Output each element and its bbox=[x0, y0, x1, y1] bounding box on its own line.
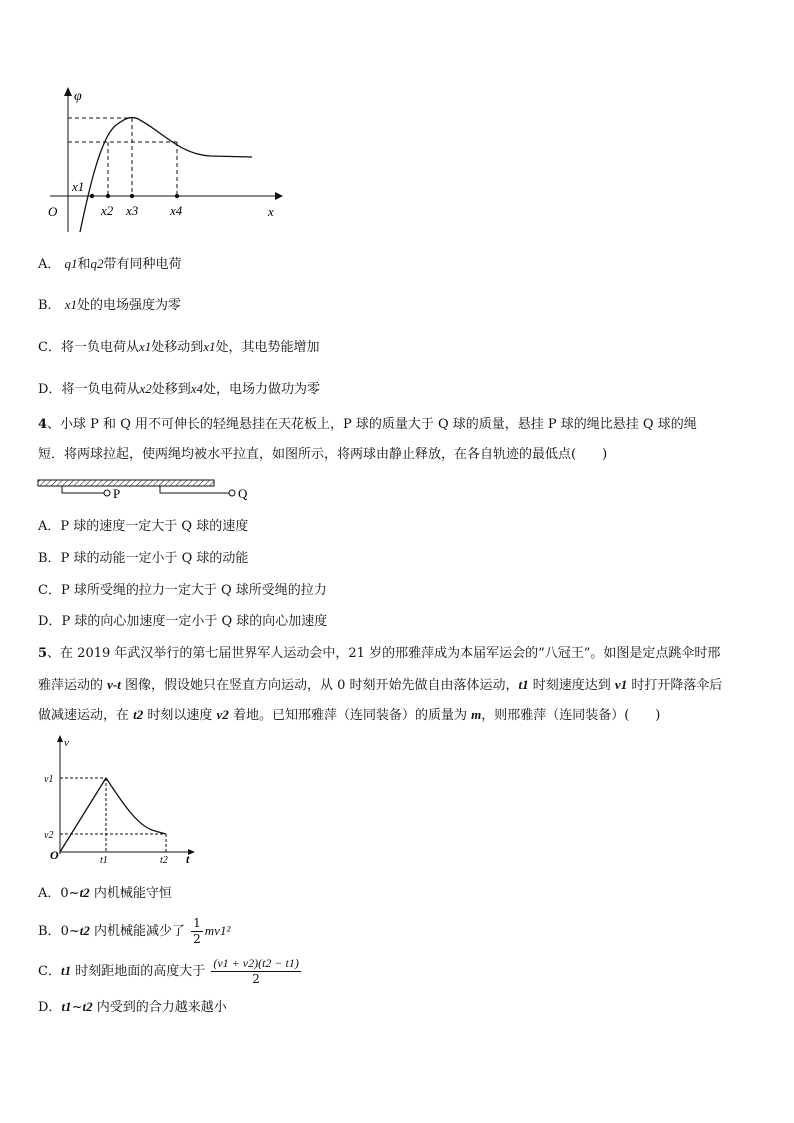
x3-label: x3 bbox=[126, 203, 139, 218]
q3-option-d: D．将一负电荷从x2处移到x4处，电场力做功为零 bbox=[38, 381, 321, 397]
decel-curve bbox=[106, 778, 166, 834]
free-fall-line bbox=[60, 778, 106, 852]
phi-x-graph bbox=[40, 84, 290, 234]
v-label: v bbox=[64, 737, 69, 749]
x-axis-label: x bbox=[268, 204, 274, 219]
x3-point bbox=[130, 194, 134, 198]
q4-stem-line1: 4、小球 P 和 Q 用不可伸长的轻绳悬挂在天花板上，P 球的质量大于 Q 球的质量，悬挂 P 球的绳比悬挂 Q 球的绳 bbox=[38, 417, 697, 432]
fraction-height: $\frac{(v1 + v2)(t2 - t1)}{2}$ bbox=[213, 956, 299, 986]
q3-option-a: A． q1和q2带有同种电荷 bbox=[38, 256, 182, 272]
y-axis-arrow bbox=[64, 87, 72, 96]
q5-stem-line3: 做减速运动，在 t2 时刻以速度 v2 着地。已知邢雅萍（连同装备）的质量为 m，则邢雅萍（连同装备）( ) bbox=[38, 707, 661, 723]
x2-label: x2 bbox=[101, 203, 114, 218]
rope-q bbox=[160, 486, 229, 493]
q5-option-d: D．t1~t2 内受到的合力越来越小 bbox=[38, 999, 227, 1015]
v2-label: v2 bbox=[44, 830, 54, 841]
q5-option-b: B．0~t2 内机械能减少了 $\frac{1}{2}$ mv1² bbox=[38, 916, 231, 946]
origin-label: O bbox=[50, 848, 59, 862]
rope-p bbox=[62, 486, 104, 493]
t-label: t bbox=[186, 852, 190, 866]
label-q: Q bbox=[238, 486, 248, 501]
fraction-half: $\frac{1}{2}$ bbox=[193, 916, 201, 946]
q4-option-c: C．P 球所受绳的拉力一定大于 Q 球所受绳的拉力 bbox=[38, 583, 327, 598]
label-p: P bbox=[113, 486, 121, 501]
q5-stem-line2: 雅萍运动的 v-t 图像，假设她只在竖直方向运动，从 0 时刻开始先做自由落体运动，t1 时刻速度达到 v1 时打开降落伞后 bbox=[38, 677, 723, 693]
pendulum-figure bbox=[36, 478, 256, 502]
q5-option-a: A．0~t2 内机械能守恒 bbox=[38, 885, 172, 901]
ball-q bbox=[229, 490, 235, 496]
x4-point bbox=[175, 194, 179, 198]
q4-stem-line2: 短．将两球拉起，使两绳均被水平拉直，如图所示，将两球由静止释放，在各自轨迹的最低点( ) bbox=[38, 447, 608, 462]
t2-label: t2 bbox=[160, 855, 168, 866]
q3-option-b: B． x1处的电场强度为零 bbox=[38, 297, 181, 313]
x2-point bbox=[106, 194, 110, 198]
q4-option-a: A．P 球的速度一定大于 Q 球的速度 bbox=[38, 519, 249, 534]
origin-label: O bbox=[48, 204, 58, 219]
t1-label: t1 bbox=[100, 855, 108, 866]
y-axis-label: φ bbox=[74, 89, 82, 104]
x-axis-arrow bbox=[275, 192, 283, 200]
v-axis-arrow bbox=[57, 735, 63, 742]
v1-label: v1 bbox=[44, 774, 54, 785]
q5-option-c: C．t1 时刻距地面的高度大于 $\frac{(v1 + v2)(t2 - t1)}{2}$ bbox=[38, 956, 299, 986]
x4-label: x4 bbox=[170, 203, 183, 218]
q3-option-c: C．将一负电荷从x1处移动到x1处，其电势能增加 bbox=[38, 339, 320, 355]
q4-option-d: D．P 球的向心加速度一定小于 Q 球的向心加速度 bbox=[38, 614, 328, 629]
q4-option-b: B．P 球的动能一定小于 Q 球的动能 bbox=[38, 551, 249, 566]
q5-stem-line1: 5、在 2019 年武汉举行的第七届世界军人运动会中，21 岁的邢雅萍成为本届军运会的“八冠王”。如图是定点跳伞时邢 bbox=[38, 646, 721, 661]
x1-point bbox=[90, 194, 94, 198]
v-t-graph bbox=[40, 732, 200, 866]
x1-label: x1 bbox=[72, 179, 85, 194]
ball-p bbox=[104, 490, 110, 496]
ceiling bbox=[38, 480, 214, 486]
